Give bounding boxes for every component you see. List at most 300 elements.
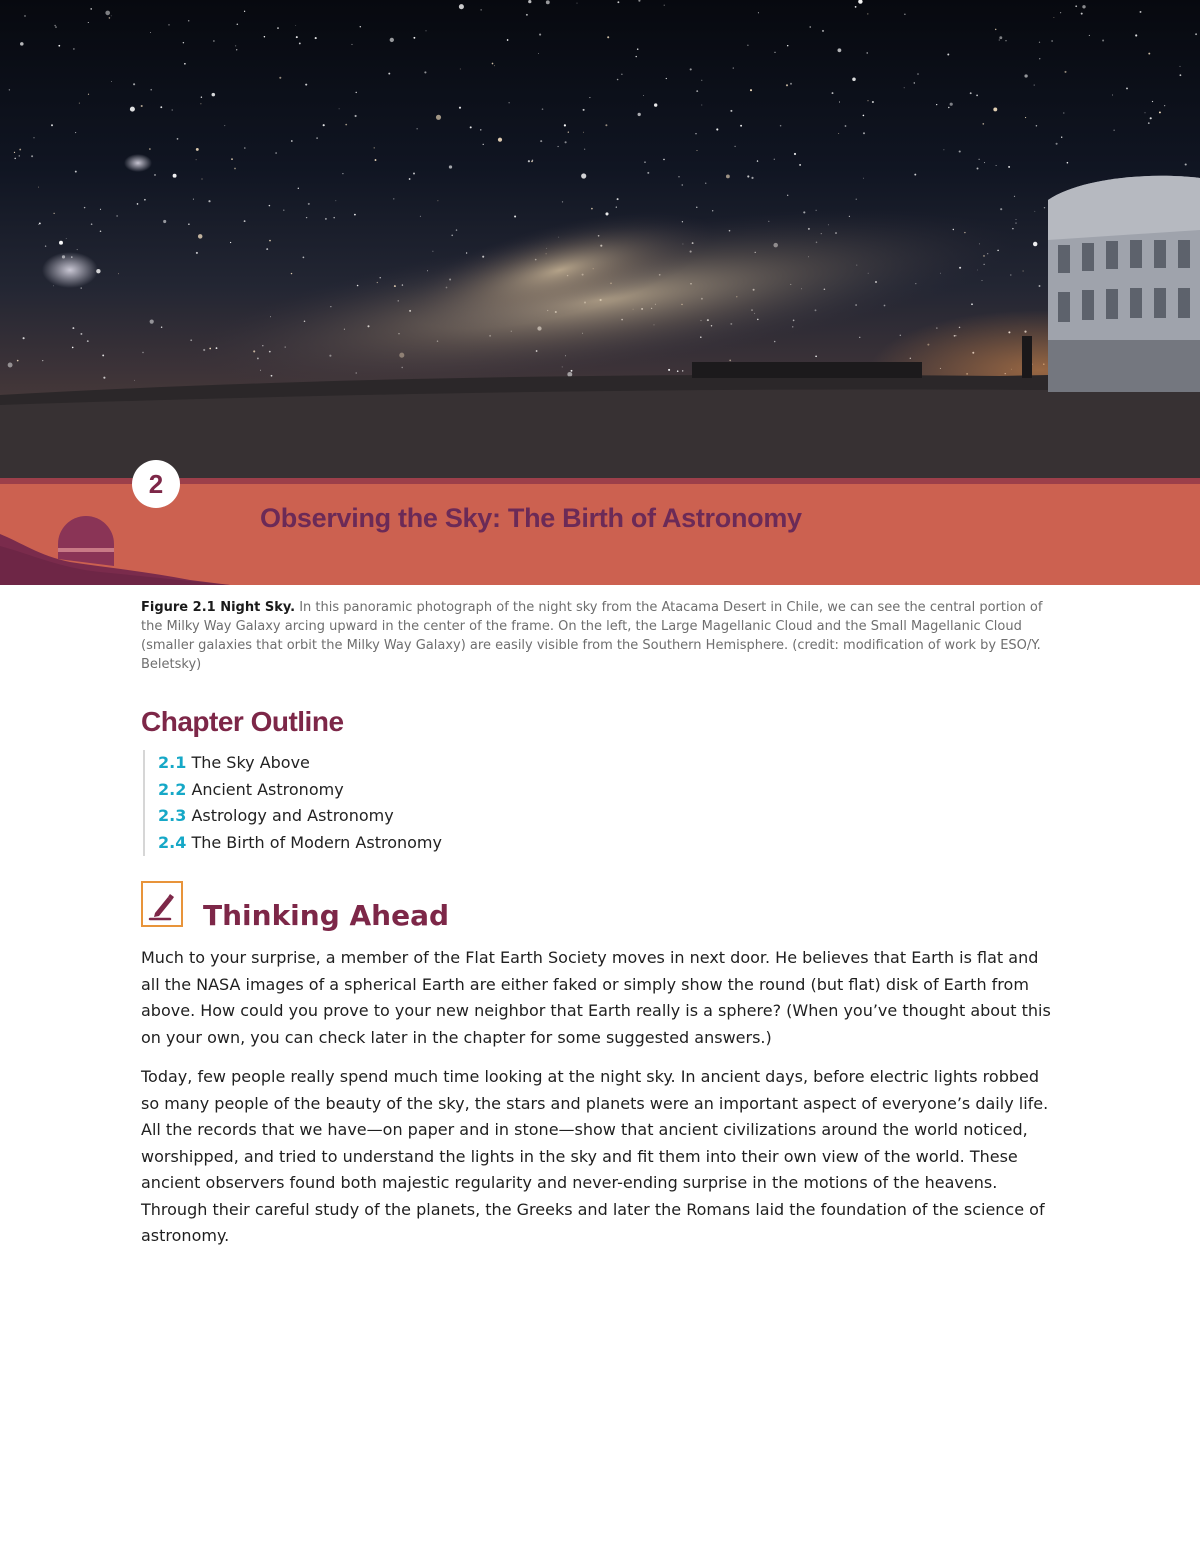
star [196, 252, 198, 254]
star [668, 369, 670, 371]
star [196, 148, 199, 151]
star [137, 203, 139, 205]
star [790, 83, 792, 85]
star [388, 73, 390, 75]
star [149, 148, 151, 150]
star [105, 11, 110, 16]
telescope-enclosure [1048, 176, 1200, 392]
star [142, 352, 143, 353]
star [716, 128, 718, 130]
star [583, 109, 585, 111]
star [780, 125, 782, 127]
star [116, 215, 117, 216]
star [492, 63, 494, 65]
star [546, 0, 550, 4]
star [638, 113, 641, 116]
star [53, 285, 54, 286]
star [84, 207, 85, 208]
star [705, 183, 706, 184]
star [568, 131, 569, 132]
star [58, 45, 60, 47]
star [734, 146, 735, 147]
star [837, 48, 841, 52]
star [607, 36, 609, 38]
night-sky-photo [0, 0, 1200, 478]
star [480, 129, 481, 130]
star [335, 200, 336, 201]
star [1053, 17, 1054, 18]
star [839, 101, 840, 102]
star [740, 125, 742, 127]
star [420, 216, 421, 217]
star [1064, 71, 1066, 73]
star [1195, 33, 1197, 35]
star [866, 52, 867, 53]
star [432, 251, 433, 252]
star [8, 363, 13, 368]
star [494, 65, 495, 66]
star [90, 8, 92, 10]
star [342, 173, 343, 174]
star [863, 132, 865, 134]
observatory-silhouette-icon [0, 484, 240, 585]
star [617, 198, 619, 200]
star [701, 80, 702, 81]
star [1016, 219, 1017, 220]
star [1061, 137, 1062, 138]
section-number: 2.4 [158, 832, 187, 852]
star [1135, 34, 1137, 36]
star [31, 155, 33, 157]
star [982, 123, 984, 125]
star [617, 1, 619, 3]
star [678, 176, 679, 177]
star [950, 103, 953, 106]
star [509, 102, 510, 103]
star [188, 224, 189, 225]
star [696, 90, 698, 92]
star [33, 137, 34, 138]
star [87, 340, 89, 342]
star [1044, 207, 1045, 208]
star [144, 199, 146, 201]
star [1012, 228, 1014, 230]
section-number: 2.2 [158, 779, 187, 799]
star [150, 320, 154, 324]
star [38, 187, 39, 188]
star [868, 100, 869, 101]
star [589, 97, 590, 98]
star [617, 79, 619, 81]
star [356, 92, 357, 93]
star [213, 40, 215, 42]
star [315, 37, 317, 39]
star [577, 3, 578, 4]
star [1140, 11, 1142, 13]
star [231, 158, 233, 160]
star [774, 52, 775, 53]
star [637, 48, 639, 50]
star [14, 158, 16, 160]
star [971, 303, 973, 305]
star [1067, 162, 1069, 164]
star [111, 81, 112, 82]
star [726, 174, 730, 178]
star [118, 273, 119, 274]
outline-item[interactable] [158, 777, 442, 804]
star [279, 77, 281, 79]
star [999, 36, 1002, 39]
star [943, 149, 944, 150]
star [130, 107, 135, 112]
star [996, 165, 997, 166]
star [787, 45, 788, 46]
star [183, 42, 184, 43]
star [51, 124, 53, 126]
star [235, 45, 236, 46]
star [77, 249, 78, 250]
star [460, 69, 461, 70]
star [1185, 163, 1187, 165]
star [565, 141, 567, 143]
star [470, 126, 472, 128]
star [507, 39, 509, 41]
star [977, 168, 979, 170]
star [859, 337, 860, 338]
star [111, 15, 112, 16]
star [1023, 270, 1024, 271]
star [374, 147, 375, 148]
star [299, 42, 301, 44]
star [786, 84, 788, 86]
star [1112, 95, 1113, 96]
star [1056, 143, 1058, 145]
star [79, 103, 80, 104]
section-title[interactable]: Ancient Astronomy [191, 779, 344, 799]
star [914, 174, 916, 176]
star [230, 242, 231, 243]
outline-item[interactable] [158, 830, 442, 857]
star [134, 380, 135, 381]
building [692, 362, 922, 378]
star [277, 27, 279, 29]
star [872, 101, 874, 103]
star [564, 124, 566, 126]
star [605, 212, 608, 215]
star [677, 370, 679, 372]
star [269, 205, 270, 206]
star [449, 165, 452, 168]
star [244, 11, 245, 12]
star [269, 240, 271, 242]
star [663, 159, 664, 160]
star [198, 234, 203, 239]
star [904, 14, 905, 15]
star [54, 213, 55, 214]
star [538, 53, 539, 54]
star [360, 26, 361, 27]
star [832, 92, 834, 94]
star [296, 36, 298, 38]
star [1015, 223, 1016, 224]
star [417, 128, 418, 129]
star [19, 155, 21, 157]
star [102, 354, 104, 356]
star [1034, 211, 1035, 212]
star [1145, 112, 1146, 113]
outline-item[interactable] [158, 803, 442, 830]
star [855, 6, 857, 8]
star [100, 209, 101, 210]
star [109, 17, 111, 19]
star [1102, 39, 1104, 41]
star [184, 63, 186, 65]
star [75, 171, 77, 173]
star [244, 220, 246, 222]
star [163, 220, 166, 223]
star [794, 153, 796, 155]
star [1039, 285, 1041, 287]
chapter-title: Observing the Sky: The Birth of Astronomy [260, 503, 802, 533]
chapter-number-badge: 2 [132, 460, 180, 508]
large-magellanic-cloud [42, 252, 98, 288]
star [947, 54, 949, 56]
star [757, 160, 758, 161]
star [1159, 111, 1161, 113]
pencil-icon [141, 881, 183, 927]
star [682, 370, 683, 371]
star [682, 184, 683, 185]
chapter-outline-title: Chapter Outline [141, 706, 344, 737]
star [917, 73, 919, 75]
star [863, 115, 865, 117]
star [976, 95, 978, 97]
star [103, 377, 105, 379]
star [1010, 274, 1011, 275]
star [38, 224, 39, 225]
star [904, 87, 905, 88]
star [616, 206, 617, 207]
star [409, 178, 411, 180]
star [1063, 112, 1064, 113]
star [202, 179, 203, 180]
star [758, 12, 759, 13]
thinking-ahead-title: Thinking Ahead [203, 899, 450, 932]
star [1126, 87, 1128, 89]
star [696, 207, 697, 208]
star [1036, 125, 1038, 127]
star [23, 337, 25, 339]
star [24, 15, 25, 16]
star [200, 103, 201, 104]
star [514, 215, 516, 217]
star [66, 238, 67, 239]
star [88, 94, 89, 95]
star [54, 25, 56, 27]
star [283, 210, 284, 211]
star [528, 0, 531, 3]
star [647, 172, 649, 174]
star [345, 124, 347, 126]
star [437, 200, 438, 201]
star [305, 84, 307, 86]
outline-item[interactable] [158, 750, 442, 777]
star [20, 42, 24, 46]
star [413, 173, 415, 175]
star [914, 82, 915, 83]
star [1024, 74, 1027, 77]
star [984, 162, 985, 163]
star [308, 203, 310, 205]
star [45, 245, 46, 246]
star [666, 78, 667, 79]
star [212, 93, 216, 97]
star [621, 74, 622, 75]
star [542, 108, 544, 110]
star [1081, 13, 1083, 15]
star [208, 200, 210, 202]
figure-caption-text: In this panoramic photograph of the night sky from the Atacama Desert in Chile, we can see the central portion of the Milky Way Galaxy arcing upward in the center of the frame. On the left, the Large Magellanic Cloud and the Small Magellanic Cloud (smaller galaxies that orbit the Milky Way Galaxy) are easily visible from the Southern Hemisphere. (credit: modification of work by ESO/Y. Beletsky) [141, 600, 1043, 672]
star [1089, 35, 1090, 36]
star [729, 360, 731, 362]
figure-label: Figure 2.1 Night Sky. [141, 600, 296, 615]
star [55, 26, 56, 27]
star [822, 30, 824, 32]
star [498, 138, 502, 142]
star [750, 89, 752, 91]
star [1008, 166, 1010, 168]
star [1033, 242, 1037, 246]
star [845, 125, 847, 127]
star [150, 89, 152, 91]
star [636, 56, 637, 57]
star [188, 20, 190, 22]
star [526, 14, 528, 16]
section-title[interactable]: The Birth of Modern Astronomy [191, 832, 442, 852]
star [224, 125, 225, 126]
star [856, 199, 857, 200]
star [173, 174, 177, 178]
star [1060, 12, 1061, 13]
star [936, 104, 937, 105]
star [390, 38, 394, 42]
star [91, 223, 93, 225]
star [316, 137, 318, 139]
section-title[interactable]: Astrology and Astronomy [191, 806, 394, 825]
star [172, 109, 173, 110]
star [1082, 5, 1085, 8]
star [695, 133, 696, 134]
star [80, 333, 82, 335]
star [236, 49, 237, 50]
star [323, 124, 325, 126]
star [355, 115, 357, 117]
star [1051, 40, 1053, 42]
star [664, 5, 665, 6]
figure-caption [141, 598, 1046, 674]
star [393, 198, 394, 199]
star [970, 92, 972, 94]
star [787, 195, 788, 196]
star [100, 230, 102, 232]
star [1179, 74, 1181, 76]
star [354, 214, 356, 216]
star [451, 235, 453, 237]
star [133, 83, 135, 85]
star [264, 36, 265, 37]
star [643, 95, 644, 96]
star [291, 273, 292, 274]
star [351, 44, 352, 45]
star [562, 201, 563, 202]
star [339, 108, 340, 109]
star [1148, 122, 1150, 124]
star [1034, 85, 1035, 86]
star [583, 132, 584, 133]
star [459, 107, 461, 109]
star [201, 96, 202, 97]
star [298, 188, 299, 189]
star [982, 280, 983, 281]
star [1005, 40, 1006, 41]
star [591, 208, 593, 210]
star [190, 339, 192, 341]
star [456, 229, 457, 230]
star [19, 149, 21, 151]
star [88, 22, 89, 23]
star [1000, 208, 1002, 210]
star [42, 360, 43, 361]
star [168, 24, 169, 25]
star [697, 150, 698, 151]
star [325, 218, 327, 220]
star [690, 68, 692, 70]
star [9, 89, 10, 90]
star [150, 32, 151, 33]
star [701, 105, 702, 106]
star [654, 103, 657, 106]
night-sky-illustration [0, 0, 1200, 478]
star [838, 133, 839, 134]
section-title[interactable]: The Sky Above [191, 753, 310, 772]
star [72, 327, 74, 329]
star [1025, 117, 1026, 118]
star [1164, 105, 1165, 106]
star [436, 115, 441, 120]
star [59, 241, 63, 245]
star [867, 13, 868, 14]
star [234, 168, 236, 170]
star [638, 0, 640, 2]
star [539, 34, 541, 36]
star [303, 257, 305, 259]
star [584, 149, 585, 150]
star [531, 161, 533, 163]
star [605, 124, 607, 126]
star [815, 355, 817, 357]
star [852, 78, 856, 82]
star [161, 326, 162, 327]
star [730, 110, 732, 112]
thinking-ahead-paragraph: Much to your surprise, a member of the Flat Earth Society moves in next door. He believes that Earth is flat and all the NASA images of a spherical Earth are either faked or simply show the round (but flat) disk of Earth from above. How could you prove to your new neighbor that Earth really is a sphere? (When you’ve thought about this on your own, you can check later in the chapter for some suggested answers.) [141, 948, 1051, 1047]
star [1075, 5, 1077, 7]
star [999, 40, 1000, 41]
chapter-outline-list [143, 750, 442, 856]
star [244, 147, 246, 149]
star [540, 140, 542, 142]
star [39, 222, 41, 224]
star [160, 106, 162, 108]
